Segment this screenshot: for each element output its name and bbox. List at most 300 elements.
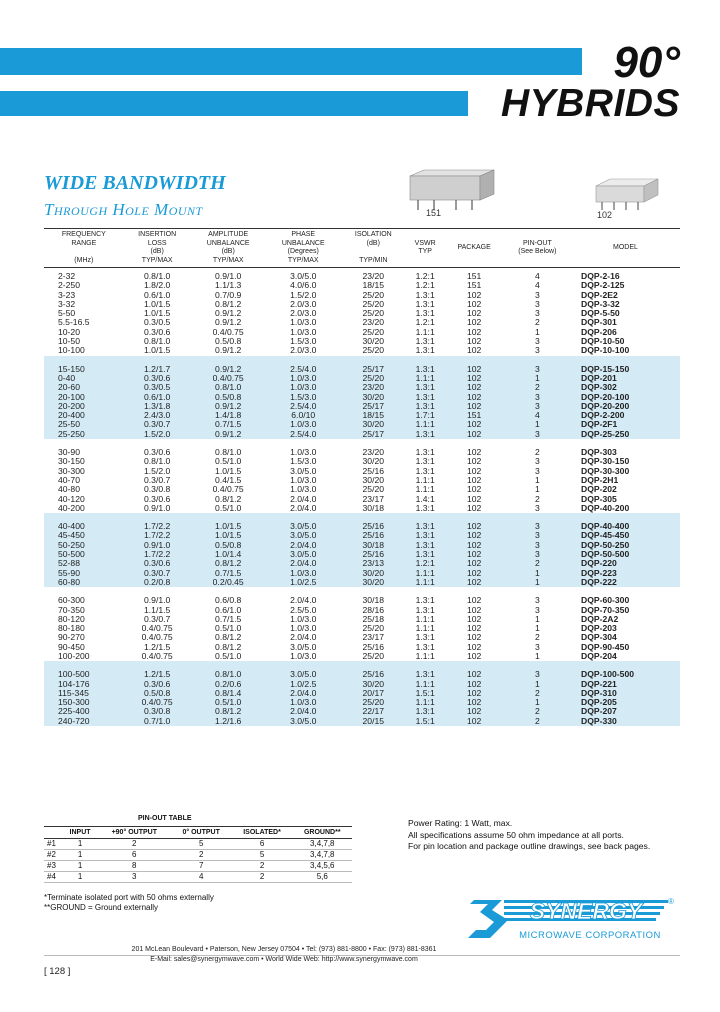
pinout-cell: 4	[171, 872, 232, 883]
cell-amp: 0.8/1.0	[215, 447, 242, 458]
cell-freq: 20-400	[44, 411, 124, 420]
cell-freq: 52-88	[44, 559, 124, 568]
cell-model: DQP-20-200	[571, 402, 680, 411]
cell-pkg: 102	[445, 680, 504, 689]
cell-amp: 0.9/1.0	[215, 271, 242, 281]
cell-loss: 0.3/0.6	[144, 326, 171, 337]
cell-loss: 0.4/0.75	[124, 698, 191, 707]
cell-iso: 28/16	[362, 604, 385, 615]
col-header-model: MODEL	[571, 229, 680, 268]
cell-amp: 0.8/1.2	[191, 707, 266, 716]
cell-model: DQP-15-150	[571, 365, 680, 374]
cell-pin: 1	[504, 569, 571, 578]
cell-model: DQP-20-100	[571, 393, 680, 402]
cell-vswr: 1.3:1	[415, 632, 435, 643]
cell-iso: 30/20	[341, 569, 406, 578]
synergy-logo	[468, 894, 678, 944]
cell-freq: 10-100	[58, 345, 85, 356]
cell-model: DQP-202	[580, 484, 617, 495]
col-header-pin: PIN-OUT (See Below)	[504, 229, 571, 268]
cell-phase: 1.0/3.0	[266, 383, 341, 392]
cell-vswr: 1.2:1	[415, 271, 435, 281]
cell-iso: 25/20	[341, 698, 406, 707]
cell-iso: 25/20	[362, 289, 385, 300]
cell-vswr: 1.1:1	[415, 623, 435, 634]
cell-amp: 1.0/1.4	[191, 550, 266, 559]
cell-amp: 0.5/1.0	[215, 502, 242, 513]
cell-model: DQP-220	[571, 559, 680, 568]
cell-loss: 0.8/1.0	[144, 456, 171, 467]
cell-pin: 1	[504, 374, 571, 383]
pinout-row	[44, 839, 352, 850]
cell-freq: 80-120	[58, 613, 85, 624]
cell-phase: 1.0/3.0	[290, 650, 317, 661]
cell-pin: 2	[504, 559, 571, 568]
cell-freq: 30-150	[58, 456, 85, 467]
pinout-cell: 5	[171, 839, 232, 850]
cell-iso: 25/20	[362, 298, 385, 309]
cell-amp: 0.4/1.5	[215, 474, 242, 485]
pinout-col-header: 0° OUTPUT	[171, 827, 232, 839]
cell-vswr: 1.7:1	[406, 411, 445, 420]
cell-vswr: 1.3:1	[415, 308, 435, 319]
cell-model: DQP-70-350	[580, 604, 630, 615]
cell-pkg: 102	[445, 374, 504, 383]
cell-vswr: 1.5:1	[406, 717, 445, 726]
cell-model: DQP-45-450	[571, 531, 680, 540]
cell-pkg: 102	[445, 541, 504, 550]
company-address-line: 201 McLean Boulevard • Paterson, New Jersey 07504 • Tel: (973) 881-8800 • Fax: (973) 881-8361	[131, 946, 437, 953]
table-row	[44, 268, 680, 282]
cell-vswr: 1.3:1	[406, 707, 445, 716]
cell-amp: 1.4/1.8	[191, 411, 266, 420]
cell-pkg: 102	[466, 317, 482, 328]
cell-pin: 1	[534, 474, 540, 485]
cell-pin: 3	[534, 308, 540, 319]
cell-loss: 1.0/1.5	[144, 308, 171, 319]
cell-phase: 1.0/3.0	[290, 474, 317, 485]
cell-model: DQP-100-500	[571, 670, 680, 679]
cell-pin: 3	[504, 402, 571, 411]
cell-vswr: 1.3:1	[406, 393, 445, 402]
cell-pkg: 102	[466, 308, 482, 319]
cell-phase: 3.0/5.0	[266, 717, 341, 726]
cell-pin: 3	[534, 298, 540, 309]
cell-freq: 45-450	[44, 531, 124, 540]
cell-amp: 0.9/1.2	[215, 308, 242, 319]
cell-iso: 25/20	[362, 345, 385, 356]
cell-amp: 0.5/1.0	[215, 456, 242, 467]
cell-model: DQP-2-200	[571, 411, 680, 420]
cell-loss: 1.7/2.2	[124, 531, 191, 540]
spec-note-impedance: All specifications assume 50 ohm impedance at all ports.	[408, 829, 624, 840]
cell-loss: 1.5/2.0	[124, 430, 191, 439]
cell-pin: 1	[534, 650, 540, 661]
cell-amp: 0.8/1.2	[215, 641, 242, 652]
cell-freq: 100-500	[44, 670, 124, 679]
cell-model: DQP-10-50	[580, 336, 625, 347]
cell-loss: 0.4/0.75	[141, 632, 173, 643]
cell-iso: 25/20	[362, 326, 385, 337]
cell-phase: 2.0/4.0	[266, 541, 341, 550]
cell-pin: 3	[534, 456, 540, 467]
cell-pin: 3	[534, 595, 540, 606]
cell-vswr: 1.3:1	[406, 522, 445, 531]
cell-model: DQP-30-150	[580, 456, 630, 467]
cell-vswr: 1.1:1	[406, 680, 445, 689]
cell-phase: 1.0/3.0	[290, 484, 317, 495]
cell-freq: 60-80	[44, 578, 124, 587]
cell-loss: 2.4/3.0	[124, 411, 191, 420]
cell-loss: 1.5/2.0	[144, 465, 171, 476]
cell-amp: 0.5/0.8	[215, 336, 242, 347]
cell-iso: 18/15	[362, 280, 385, 291]
cell-loss: 0.3/0.6	[124, 559, 191, 568]
cell-model: DQP-2-125	[580, 280, 625, 291]
cell-phase: 2.0/4.0	[290, 632, 317, 643]
pinout-col-header: INPUT	[62, 827, 97, 839]
cell-freq: 240-720	[44, 717, 124, 726]
company-contact-line: E-Mail: sales@synergymwave.com • World Wide Web: http://www.synergymwave.com	[150, 955, 418, 963]
cell-pin: 3	[534, 465, 540, 476]
cell-iso: 30/20	[362, 456, 385, 467]
cell-model: DQP-5-50	[580, 308, 620, 319]
cell-phase: 3.0/5.0	[266, 522, 341, 531]
spec-table-header	[44, 229, 680, 268]
cell-model: DQP-310	[571, 689, 680, 698]
cell-pkg: 102	[445, 402, 504, 411]
cell-amp: 0.9/1.2	[191, 365, 266, 374]
cell-iso: 30/20	[341, 393, 406, 402]
pinout-row	[44, 861, 352, 872]
cell-pkg: 102	[445, 393, 504, 402]
pinout-cell: 3,4,7,8	[293, 839, 352, 850]
cell-phase: 1.0/3.0	[266, 420, 341, 429]
cell-pkg: 102	[466, 336, 482, 347]
cell-model: DQP-223	[571, 569, 680, 578]
cell-vswr: 1.3:1	[415, 641, 435, 652]
cell-vswr: 1.1:1	[406, 420, 445, 429]
cell-pkg: 102	[445, 698, 504, 707]
cell-pin: 3	[504, 522, 571, 531]
cell-pin: 2	[534, 317, 540, 328]
cell-loss: 1.3/1.8	[124, 402, 191, 411]
pinout-cell: 5,6	[293, 872, 352, 883]
cell-loss: 0.6/1.0	[124, 393, 191, 402]
cell-pkg: 102	[445, 717, 504, 726]
cell-freq: 2-32	[58, 271, 76, 281]
cell-freq: 50-250	[44, 541, 124, 550]
cell-loss: 0.3/0.7	[144, 474, 171, 485]
cell-loss: 1.2/1.5	[144, 641, 171, 652]
cell-pkg: 102	[466, 326, 482, 337]
cell-phase: 1.0/2.5	[266, 680, 341, 689]
cell-model: DQP-301	[580, 317, 617, 328]
cell-freq: 10-20	[58, 326, 80, 337]
cell-vswr: 1.3:1	[406, 670, 445, 679]
pinout-notes	[44, 893, 214, 913]
cell-loss: 0.3/0.7	[144, 613, 171, 624]
cell-loss: 0.9/1.0	[144, 502, 171, 513]
cell-model: DQP-203	[580, 623, 617, 634]
logo-name: SYNERGY	[529, 898, 643, 924]
pinout-col-header: GROUND**	[293, 827, 352, 839]
cell-amp: 0.6/0.8	[215, 595, 242, 606]
cell-model: DQP-305	[580, 493, 617, 504]
cell-iso: 30/18	[362, 502, 385, 513]
cell-loss: 1.0/1.5	[144, 298, 171, 309]
cell-model: DQP-207	[571, 707, 680, 716]
pinout-cell: 1	[62, 872, 97, 883]
cell-phase: 1.0/3.0	[290, 623, 317, 634]
cell-phase: 2.0/3.0	[290, 345, 317, 356]
cell-model: DQP-2F1	[571, 420, 680, 429]
pinout-col-header: +90° OUTPUT	[98, 827, 171, 839]
cell-loss: 0.3/0.6	[144, 493, 171, 504]
pinout-cell: 1	[62, 839, 97, 850]
cell-loss: 0.6/1.0	[144, 289, 171, 300]
cell-loss: 0.8/1.0	[144, 271, 171, 281]
table-row	[44, 430, 680, 439]
hybrid-spec-table	[44, 228, 680, 726]
cell-pin: 3	[504, 430, 571, 439]
cell-amp: 0.7/1.5	[191, 569, 266, 578]
cell-pin: 2	[534, 493, 540, 504]
header-accent-bar-bottom	[0, 91, 468, 116]
cell-pkg: 102	[466, 650, 482, 661]
table-row	[44, 652, 680, 661]
cell-vswr: 1.5:1	[406, 689, 445, 698]
cell-amp: 0.5/1.0	[191, 698, 266, 707]
cell-loss: 0.3/0.5	[144, 317, 171, 328]
spec-notes	[408, 818, 650, 853]
cell-iso: 23/17	[362, 632, 385, 643]
cell-amp: 0.8/1.0	[191, 670, 266, 679]
cell-vswr: 1.4:1	[415, 493, 435, 504]
pinout-cell: #2	[44, 850, 62, 861]
cell-loss: 0.9/1.0	[144, 595, 171, 606]
cell-vswr: 1.3:1	[415, 456, 435, 467]
col-header-pkg: PACKAGE	[445, 229, 504, 268]
cell-loss: 0.2/0.8	[124, 578, 191, 587]
table-row	[44, 346, 680, 355]
cell-pin: 2	[504, 717, 571, 726]
cell-pkg: 102	[466, 298, 482, 309]
cell-iso: 25/20	[362, 623, 385, 634]
cell-amp: 0.9/1.2	[215, 317, 242, 328]
cell-loss: 1.2/1.7	[124, 365, 191, 374]
cell-freq: 30-90	[58, 447, 80, 458]
company-address	[114, 945, 454, 964]
pinout-cell: #1	[44, 839, 62, 850]
cell-loss: 1.2/1.5	[124, 670, 191, 679]
cell-iso: 25/16	[362, 465, 385, 476]
cell-pin: 3	[504, 550, 571, 559]
cell-freq: 20-200	[44, 402, 124, 411]
cell-vswr: 1.1:1	[406, 698, 445, 707]
cell-phase: 4.0/6.0	[290, 280, 317, 291]
logo-subtitle: MICROWAVE CORPORATION	[519, 930, 661, 941]
cell-model: DQP-2A2	[580, 613, 619, 624]
cell-vswr: 1.3:1	[415, 447, 435, 458]
spec-note-drawings: For pin location and package outline drawings, see back pages.	[408, 841, 651, 851]
cell-amp: 0.8/1.2	[215, 493, 242, 504]
cell-phase: 2.0/3.0	[290, 308, 317, 319]
cell-freq: 90-270	[58, 632, 85, 643]
cell-loss: 0.8/1.0	[144, 336, 171, 347]
cell-vswr: 1.1:1	[415, 650, 435, 661]
cell-pkg: 102	[445, 420, 504, 429]
page-title-product: HYBRIDS	[500, 82, 680, 125]
pinout-table	[44, 826, 352, 883]
cell-phase: 1.5/3.0	[266, 393, 341, 402]
cell-amp: 0.7/1.5	[191, 420, 266, 429]
cell-loss: 1.7/2.2	[124, 522, 191, 531]
cell-freq: 3-32	[58, 298, 76, 309]
cell-loss: 0.9/1.0	[124, 541, 191, 550]
cell-pin: 4	[534, 280, 540, 291]
pinout-note-isolated: *Terminate isolated port with 50 ohms externally	[44, 893, 214, 902]
cell-iso: 25/20	[341, 374, 406, 383]
cell-amp: 1.2/1.6	[191, 717, 266, 726]
cell-vswr: 1.3:1	[406, 541, 445, 550]
cell-pin: 2	[504, 383, 571, 392]
cell-pin: 3	[534, 336, 540, 347]
cell-pkg: 102	[466, 641, 482, 652]
cell-vswr: 1.3:1	[415, 336, 435, 347]
pinout-cell: 6	[232, 839, 293, 850]
cell-pkg: 102	[466, 289, 482, 300]
cell-loss: 0.4/0.75	[141, 623, 173, 634]
cell-iso: 25/16	[341, 522, 406, 531]
cell-iso: 18/15	[341, 411, 406, 420]
spec-note-power: Power Rating: 1 Watt, max.	[408, 818, 513, 828]
cell-vswr: 1.2:1	[406, 559, 445, 568]
cell-loss: 0.3/0.6	[124, 680, 191, 689]
cell-model: DQP-204	[580, 650, 617, 661]
pinout-table-title: PIN-OUT TABLE	[138, 815, 192, 822]
cell-freq: 70-350	[58, 604, 85, 615]
cell-pkg: 102	[445, 689, 504, 698]
cell-model: DQP-50-500	[571, 550, 680, 559]
cell-vswr: 1.3:1	[415, 502, 435, 513]
cell-amp: 0.8/1.2	[215, 298, 242, 309]
cell-pin: 1	[504, 680, 571, 689]
cell-pin: 1	[504, 578, 571, 587]
cell-freq: 150-300	[44, 698, 124, 707]
cell-iso: 30/20	[341, 578, 406, 587]
cell-iso: 20/17	[341, 689, 406, 698]
cell-loss: 0.7/1.0	[124, 717, 191, 726]
cell-iso: 25/16	[362, 641, 385, 652]
cell-loss: 0.3/0.7	[124, 569, 191, 578]
cell-vswr: 1.3:1	[406, 430, 445, 439]
col-header-vswr: VSWR TYP	[406, 229, 445, 268]
cell-pkg: 102	[445, 383, 504, 392]
col-header-iso: ISOLATION (dB) TYP/MIN	[341, 229, 406, 268]
cell-model: DQP-30-300	[580, 465, 630, 476]
cell-model: DQP-40-400	[571, 522, 680, 531]
cell-pkg: 102	[466, 447, 482, 458]
cell-pin: 3	[504, 393, 571, 402]
cell-freq: 225-400	[44, 707, 124, 716]
cell-model: DQP-302	[571, 383, 680, 392]
cell-amp: 1.0/1.5	[191, 531, 266, 540]
pinout-cell: 6	[98, 850, 171, 861]
cell-model: DQP-60-300	[580, 595, 630, 606]
cell-pkg: 102	[445, 559, 504, 568]
cell-pin: 2	[534, 632, 540, 643]
cell-model: DQP-10-100	[580, 345, 630, 356]
cell-loss: 0.3/0.7	[124, 420, 191, 429]
cell-model: DQP-2-16	[580, 271, 620, 281]
cell-phase: 1.0/3.0	[266, 698, 341, 707]
pinout-cell: 2	[232, 861, 293, 872]
cell-pkg: 102	[466, 493, 482, 504]
cell-freq: 104-176	[44, 680, 124, 689]
cell-freq: 20-100	[44, 393, 124, 402]
cell-phase: 2.0/4.0	[266, 707, 341, 716]
cell-amp: 0.8/1.4	[191, 689, 266, 698]
cell-freq: 25-50	[44, 420, 124, 429]
cell-iso: 30/18	[362, 595, 385, 606]
cell-amp: 1.0/1.5	[191, 522, 266, 531]
cell-phase: 3.0/5.0	[290, 641, 317, 652]
cell-amp: 0.5/0.8	[191, 541, 266, 550]
cell-loss: 0.5/0.8	[124, 689, 191, 698]
cell-iso: 25/17	[341, 402, 406, 411]
cell-phase: 2.5/5.0	[290, 604, 317, 615]
pinout-row	[44, 872, 352, 883]
cell-pkg: 102	[445, 531, 504, 540]
cell-model: DQP-201	[571, 374, 680, 383]
cell-phase: 2.5/4.0	[266, 402, 341, 411]
pinout-cell: 2	[171, 850, 232, 861]
pinout-cell: 3	[98, 872, 171, 883]
cell-loss: 0.3/0.6	[144, 447, 171, 458]
pinout-row	[44, 850, 352, 861]
cell-amp: 0.7/1.5	[215, 613, 242, 624]
pinout-cell: 7	[171, 861, 232, 872]
cell-phase: 1.5/2.0	[290, 289, 317, 300]
cell-pkg: 102	[445, 569, 504, 578]
package-151-image	[404, 168, 496, 212]
cell-pkg: 102	[445, 670, 504, 679]
cell-phase: 2.0/4.0	[290, 493, 317, 504]
cell-vswr: 1.1:1	[415, 484, 435, 495]
cell-amp: 0.8/1.2	[191, 559, 266, 568]
cell-freq: 80-180	[58, 623, 85, 634]
cell-pkg: 102	[445, 707, 504, 716]
cell-amp: 1.1/1.3	[215, 280, 242, 291]
package-151-label: 151	[426, 208, 442, 218]
cell-freq: 10-50	[58, 336, 80, 347]
cell-pkg: 102	[445, 578, 504, 587]
cell-phase: 2.0/3.0	[290, 298, 317, 309]
cell-phase: 1.0/3.0	[266, 569, 341, 578]
cell-vswr: 1.1:1	[415, 613, 435, 624]
section-subtitle-mount: Through Hole Mount	[44, 200, 203, 219]
cell-iso: 25/16	[341, 531, 406, 540]
cell-freq: 3-23	[58, 289, 76, 300]
cell-iso: 23/20	[362, 317, 385, 328]
cell-freq: 2-250	[58, 280, 80, 291]
cell-phase: 1.5/3.0	[290, 336, 317, 347]
cell-pin: 2	[504, 707, 571, 716]
cell-amp: 0.5/1.0	[215, 623, 242, 634]
cell-iso: 25/17	[341, 430, 406, 439]
cell-loss: 0.3/0.8	[144, 484, 171, 495]
